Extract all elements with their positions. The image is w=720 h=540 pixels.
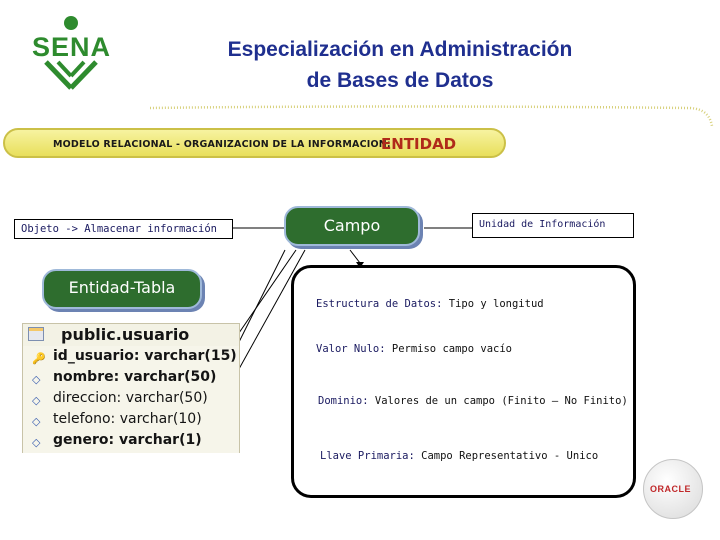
entidad-pill <box>42 269 202 309</box>
sena-logo-text: SENA <box>32 32 112 62</box>
page-title-line1: Especialización en Administración <box>227 38 573 61</box>
table-icon <box>28 327 44 341</box>
field-icon: ◇ <box>32 395 41 407</box>
table-field: direccion: varchar(50) <box>53 390 208 406</box>
detail-estructura: Estructura de Datos: Tipo y longitud <box>316 298 544 310</box>
campo-label: Campo <box>323 216 381 235</box>
table-usuario <box>22 323 240 453</box>
field-icon: ◇ <box>32 374 41 386</box>
campo-pill <box>284 206 420 246</box>
oracle-logo-text: ORACLE <box>650 484 691 494</box>
unidad-label: Unidad de Información <box>479 219 606 230</box>
table-field: telefono: varchar(10) <box>53 411 202 427</box>
unidad-box <box>472 213 634 238</box>
table-fields <box>23 346 239 453</box>
field-icon: ◇ <box>32 416 41 428</box>
table-field: nombre: varchar(50) <box>53 369 217 385</box>
oracle-logo <box>643 459 703 519</box>
connector-campo-box <box>350 250 360 263</box>
table-name: public.usuario <box>61 325 190 344</box>
detail-valor-nulo: Valor Nulo: Permiso campo vacío <box>316 343 512 355</box>
banner-text: MODELO RELACIONAL - ORGANIZACION DE LA INFORMACION: <box>53 139 391 150</box>
table-header <box>23 324 239 345</box>
banner-highlight: ENTIDAD <box>381 135 457 153</box>
objeto-label: Objeto -> Almacenar información <box>21 223 217 235</box>
objeto-box <box>14 219 233 239</box>
detail-llave-primaria: Llave Primaria: Campo Representativo - Unico <box>320 450 599 462</box>
field-icon: ◇ <box>32 437 41 449</box>
table-field: genero: varchar(1) <box>53 432 202 448</box>
campo-details-box <box>291 265 636 498</box>
detail-dominio: Dominio: Valores de un campo (Finito – No Finito) <box>318 395 628 407</box>
page-title-line2: de Bases de Datos <box>306 69 494 92</box>
key-icon: 🔑 <box>32 353 46 365</box>
entidad-label: Entidad-Tabla <box>68 278 176 297</box>
table-field: id_usuario: varchar(15) <box>53 348 237 364</box>
